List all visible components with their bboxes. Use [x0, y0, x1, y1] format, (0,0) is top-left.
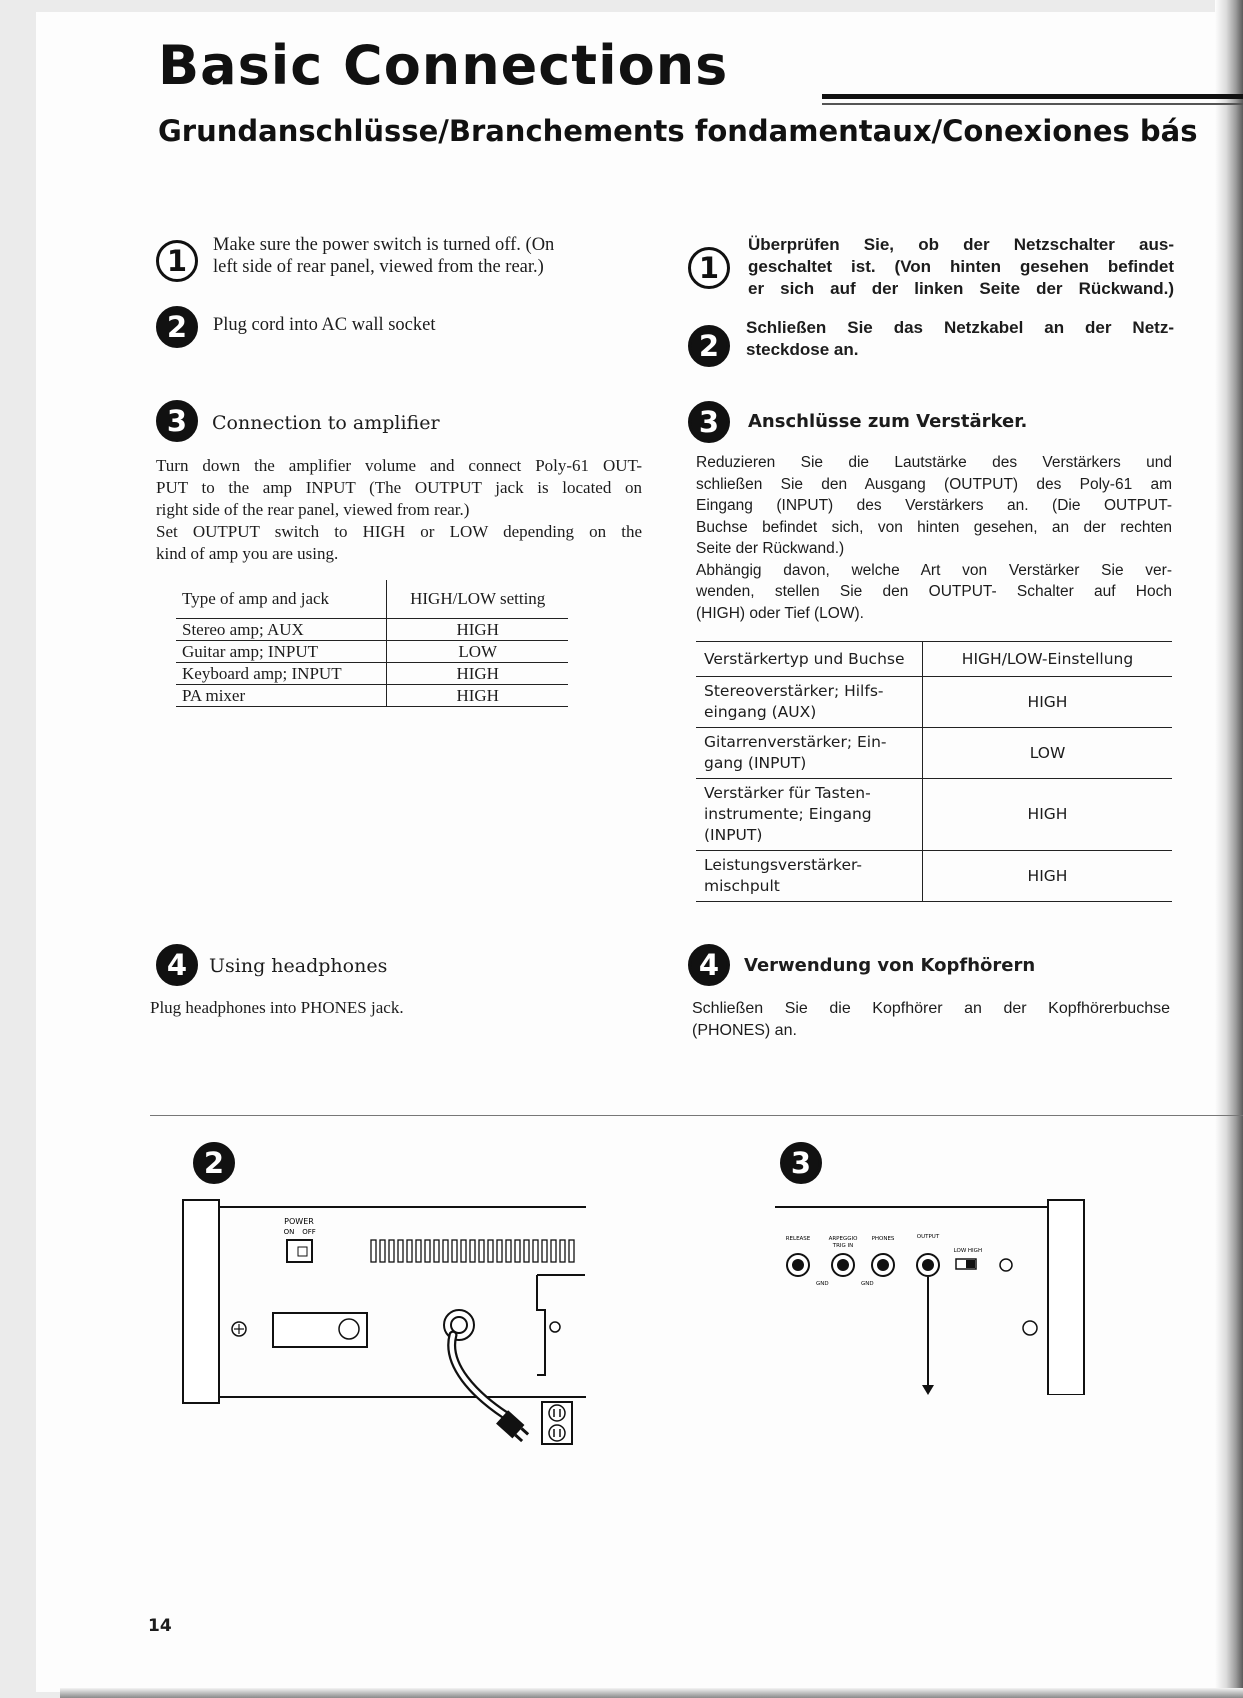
text-line: Abhängig davon, welche Art von Verstärker Sie ver-	[696, 561, 1172, 579]
step-3-badge-en: 3	[156, 400, 198, 442]
page-number: 14	[148, 1616, 172, 1636]
gnd-label: GND	[861, 1281, 874, 1287]
section-divider	[150, 1115, 1243, 1116]
table-cell: Guitar amp; INPUT	[176, 641, 387, 663]
table-cell: PA mixer	[176, 685, 387, 707]
table-cell	[696, 779, 923, 851]
page-title: Basic Connections	[158, 34, 729, 97]
table-cell: HIGH	[387, 663, 568, 685]
table-cell: LOW	[923, 728, 1173, 779]
amp-settings-table-de	[696, 641, 1172, 902]
jack-core	[792, 1259, 804, 1271]
power-cord-inner	[452, 1335, 505, 1415]
step-1-text-en	[213, 234, 663, 278]
text-line: Make sure the power switch is turned off. (On	[213, 235, 555, 255]
step-4-badge-en: 4	[156, 944, 198, 986]
step-2-badge-en: 2	[156, 306, 198, 348]
table-cell: HIGH	[387, 619, 568, 641]
bracket-screw-icon	[550, 1322, 560, 1332]
text-line: Set OUTPUT switch to HIGH or LOW depending on the	[156, 522, 642, 541]
step-4-body-de	[692, 998, 1170, 1042]
step-1-text-de	[748, 234, 1174, 300]
trig-in-label: TRIG IN	[832, 1243, 854, 1249]
page-bottom-edge	[60, 1688, 1243, 1698]
table-row	[696, 677, 1172, 728]
text-line: Gitarrenverstärker; Ein-	[704, 733, 887, 751]
title-rule	[822, 94, 1243, 99]
low-label: LOW	[953, 1248, 967, 1254]
text-line: PUT to the amp INPUT (The OUTPUT jack is located on	[156, 478, 642, 497]
table-cell: HIGH	[923, 779, 1173, 851]
table-row	[176, 685, 568, 707]
screw-icon	[1000, 1259, 1012, 1271]
step-4-badge-de: 4	[688, 944, 730, 986]
table-header-cell: HIGH/LOW setting	[387, 580, 568, 619]
text-line: Buchse befindet sich, von hinten gesehen, an der rechten	[696, 518, 1172, 536]
off-label: OFF	[302, 1228, 316, 1236]
power-switch-toggle	[298, 1247, 307, 1256]
table-header-cell: Verstärkertyp und Buchse	[696, 642, 923, 677]
step-4-heading-de: Verwendung von Kopfhörern	[744, 955, 1036, 976]
phones-label: PHONES	[871, 1236, 895, 1242]
arrow-down-icon	[922, 1385, 934, 1395]
table-header-cell: HIGH/LOW-Einstellung	[923, 642, 1173, 677]
label-plate-hole	[339, 1319, 359, 1339]
text-line: mischpult	[704, 877, 780, 895]
vent-slots	[371, 1240, 574, 1262]
diagram-2-badge: 2	[193, 1142, 235, 1184]
jack-core	[877, 1259, 889, 1271]
text-line: (INPUT)	[704, 826, 763, 844]
table-row	[696, 779, 1172, 851]
text-line: Leistungsverstärker-	[704, 856, 862, 874]
step-4-heading-en: Using headphones	[209, 955, 388, 977]
text-line: (PHONES) an.	[692, 1022, 797, 1039]
text-line: gang (INPUT)	[704, 754, 807, 772]
step-1-badge-en: 1	[156, 240, 198, 282]
text-line: Stereoverstärker; Hilfs-	[704, 682, 884, 700]
text-line: instrumente; Eingang	[704, 805, 872, 823]
table-header-cell: Type of amp and jack	[176, 580, 387, 619]
screw-icon	[1023, 1321, 1037, 1335]
jack-core	[837, 1259, 849, 1271]
table-row	[696, 851, 1172, 902]
title-rule-thin	[822, 103, 1243, 105]
step-3-heading-en: Connection to amplifier	[212, 412, 440, 434]
table-row	[176, 619, 568, 641]
table-cell: Stereo amp; AUX	[176, 619, 387, 641]
release-label: RELEASE	[785, 1236, 811, 1242]
text-line: Seite der Rückwand.)	[696, 540, 845, 557]
table-row	[696, 728, 1172, 779]
power-label: POWER	[284, 1217, 314, 1226]
table-header-row	[696, 642, 1172, 677]
outlet-socket	[549, 1425, 565, 1441]
table-cell: HIGH	[923, 851, 1173, 902]
text-line: Schließen Sie die Kopfhörer an der Kopfhörerbuchse	[692, 1000, 1170, 1017]
table-cell: HIGH	[923, 677, 1173, 728]
output-label: OUTPUT	[916, 1234, 940, 1240]
page-subtitle: Grundanschlüsse/Branchements fondamentaux/Conexiones bás	[158, 114, 1198, 148]
on-label: ON	[283, 1228, 295, 1236]
text-line: geschaltet ist. (Von hinten gesehen befindet	[748, 257, 1174, 276]
table-header-row	[176, 580, 568, 619]
step-4-body-en: Plug headphones into PHONES jack.	[150, 998, 404, 1017]
right-end-cap	[1048, 1200, 1084, 1395]
gnd-label: GND	[816, 1281, 829, 1287]
text-line: right side of the rear panel, viewed from rear.)	[156, 500, 470, 519]
table-cell: Keyboard amp; INPUT	[176, 663, 387, 685]
arpeggio-label: ARPEGGIO	[828, 1236, 858, 1242]
table-cell: LOW	[387, 641, 568, 663]
text-line: er sich auf der linken Seite der Rückwand.)	[748, 279, 1174, 298]
left-end-cap	[183, 1200, 219, 1403]
step-2-text-en: Plug cord into AC wall socket	[213, 315, 436, 335]
text-line: Eingang (INPUT) des Verstärkers an. (Die OUTPUT-	[696, 497, 1172, 514]
amp-settings-table-en	[176, 580, 568, 707]
text-line: Reduzieren Sie die Lautstärke des Verstärkers und	[696, 454, 1172, 471]
table-cell	[696, 677, 923, 728]
step-3-body-en	[156, 455, 642, 565]
step-3-badge-de: 3	[688, 401, 730, 443]
text-line: eingang (AUX)	[704, 703, 817, 721]
text-line: Überprüfen Sie, ob der Netzschalter aus-	[748, 235, 1174, 254]
step-3-heading-de: Anschlüsse zum Verstärker.	[748, 411, 1028, 432]
table-cell	[696, 851, 923, 902]
text-line: left side of rear panel, viewed from the rear.)	[213, 257, 544, 277]
page-edge-shadow	[1215, 0, 1243, 1698]
table-cell: HIGH	[387, 685, 568, 707]
high-label: HIGH	[967, 1248, 983, 1254]
output-level-switch-toggle	[966, 1260, 975, 1268]
text-line: schließen Sie den Ausgang (OUTPUT) des Poly-61 am	[696, 475, 1172, 493]
table-cell	[696, 728, 923, 779]
text-line: Verstärker für Tasten-	[704, 784, 871, 802]
text-line: Schließen Sie das Netzkabel an der Netz-	[746, 318, 1174, 337]
step-2-badge-de: 2	[688, 325, 730, 367]
step-2-text-de	[746, 317, 1174, 361]
text-line: steckdose an.	[746, 340, 859, 359]
table-row	[176, 641, 568, 663]
text-line: kind of amp you are using.	[156, 544, 339, 563]
text-line: (HIGH) oder Tief (LOW).	[696, 604, 864, 622]
text-line: wenden, stellen Sie den OUTPUT- Schalter auf Hoch	[696, 583, 1172, 600]
diagram-3-badge: 3	[780, 1142, 822, 1184]
step-1-badge-de: 1	[688, 247, 730, 289]
rear-panel-power-diagram	[175, 1195, 595, 1445]
jack-core	[922, 1259, 934, 1271]
outlet-socket	[549, 1405, 565, 1421]
table-row	[176, 663, 568, 685]
side-bracket	[537, 1275, 545, 1375]
step-3-body-de	[696, 452, 1172, 624]
text-line: Turn down the amplifier volume and connect Poly-61 OUT-	[156, 456, 642, 475]
rear-panel-output-diagram	[770, 1195, 1090, 1395]
